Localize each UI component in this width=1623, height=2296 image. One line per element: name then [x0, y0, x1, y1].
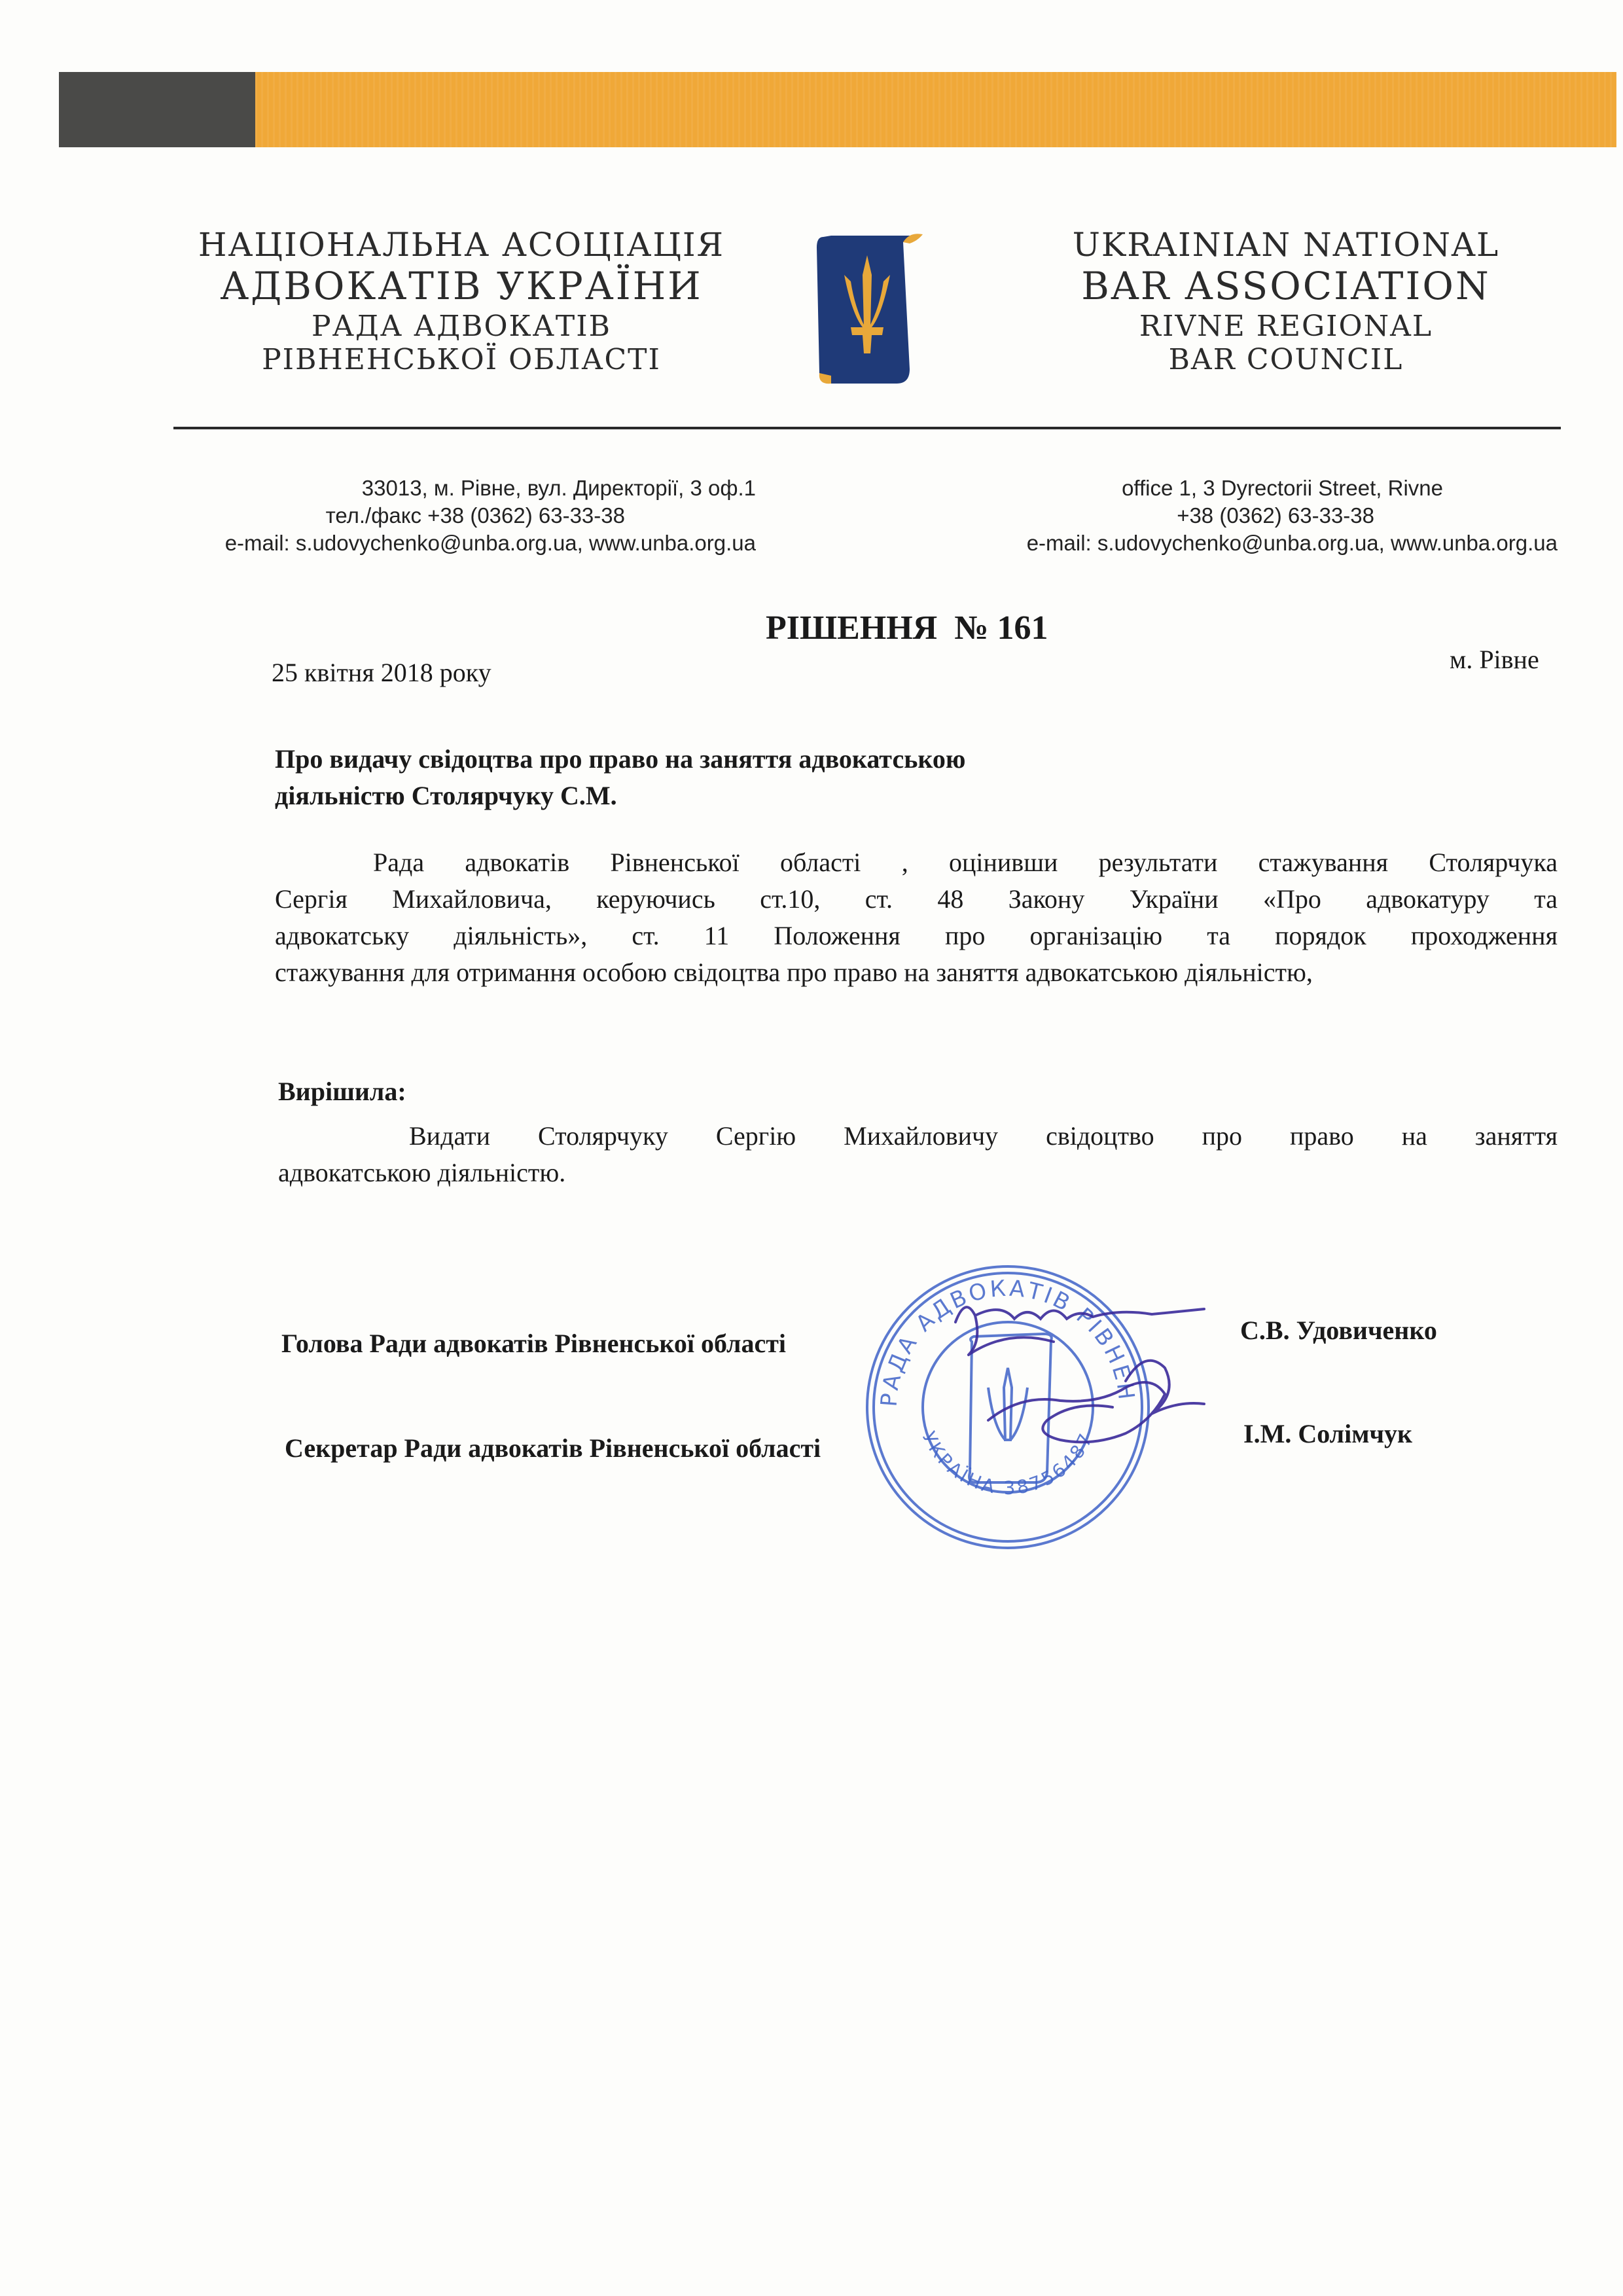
letterhead-en	[1027, 226, 1544, 376]
contacts-en-address: office 1, 3 Dyrectorii Street, Rivne	[1122, 476, 1443, 500]
resolved-label: Вирішила:	[278, 1077, 406, 1106]
letterhead-en-line4: BAR COUNCIL	[1168, 343, 1404, 376]
body-line-1: Рада адвокатів Рівненської області , оцінивши результати стажування Столярчука	[373, 848, 1558, 877]
subject-line-2: діяльністю Столярчуку С.М.	[275, 781, 617, 810]
secretary-title: Секретар Ради адвокатів Рівненської області	[285, 1433, 821, 1463]
secretary-name: І.М. Солімчук	[1243, 1419, 1413, 1448]
decision-place: м. Рівне	[1450, 645, 1539, 674]
letterhead-en-line2: BAR ASSOCIATION	[1081, 264, 1491, 308]
body-line-2: Сергія Михайловича, керуючись ст.10, ст. 48 Закону України «Про адвокатуру та	[275, 884, 1558, 914]
handwritten-signatures	[929, 1283, 1257, 1479]
body-line-4: стажування для отримання особою свідоцтва про право на заняття адвокатською діяльністю,	[275, 958, 1313, 987]
decision-body	[275, 844, 1558, 991]
header-band-dark	[59, 72, 255, 147]
contacts-ua-email: e-mail: s.udovychenko@unba.org.ua, www.unba.org.ua	[224, 531, 756, 555]
decision-title: РІШЕННЯ № 161	[766, 609, 1048, 647]
decision-subject	[275, 741, 965, 814]
contacts-ua	[173, 475, 756, 557]
contacts-en-phone: +38 (0362) 63-33-38	[1177, 503, 1374, 528]
stamp-text-bottom: УКРАЇНА 38756487	[918, 1427, 1098, 1499]
subject-line-1: Про видачу свідоцтва про право на заняття адвокатською	[275, 744, 966, 774]
letterhead-en-line1: UKRAINIAN NATIONAL	[1072, 226, 1500, 264]
contacts-ua-address: 33013, м. Рівне, вул. Директорії, 3 оф.1	[361, 476, 756, 500]
letterhead-ua	[170, 226, 753, 376]
resolution-line-2: адвокатською діяльністю.	[278, 1158, 566, 1187]
contacts-en-email: e-mail: s.udovychenko@unba.org.ua, www.unba.org.ua	[1026, 531, 1558, 555]
chair-name: С.В. Удовиченко	[1240, 1316, 1437, 1345]
decision-date: 25 квітня 2018 року	[272, 658, 491, 687]
header-band-orange	[255, 72, 1616, 147]
header-divider	[173, 427, 1561, 429]
chair-title: Голова Ради адвокатів Рівненської області	[281, 1329, 786, 1358]
resolution	[278, 1118, 1558, 1191]
stamp-text-top: РАДА АДВОКАТІВ РІВНЕН	[876, 1275, 1140, 1408]
letterhead-ua-line4: РІВНЕНСЬКОЇ ОБЛАСТІ	[262, 343, 661, 376]
letterhead-en-line3: RIVNE REGIONAL	[1139, 310, 1433, 343]
letterhead-ua-line1: НАЦІОНАЛЬНА АСОЦІАЦІЯ	[198, 226, 725, 264]
body-line-3: адвокатську діяльність», ст. 11 Положення про організацію та порядок проходження	[275, 921, 1558, 950]
resolution-line-1: Видати Столярчуку Сергію Михайловичу свідоцтво про право на заняття	[409, 1121, 1558, 1151]
letterhead-ua-line3: РАДА АДВОКАТІВ	[312, 310, 611, 343]
contacts-en	[916, 475, 1558, 557]
letterhead-ua-line2: АДВОКАТІВ УКРАЇНИ	[220, 264, 703, 308]
trident-scroll-icon	[805, 229, 929, 386]
contacts-ua-phone: тел./факс +38 (0362) 63-33-38	[325, 503, 625, 528]
